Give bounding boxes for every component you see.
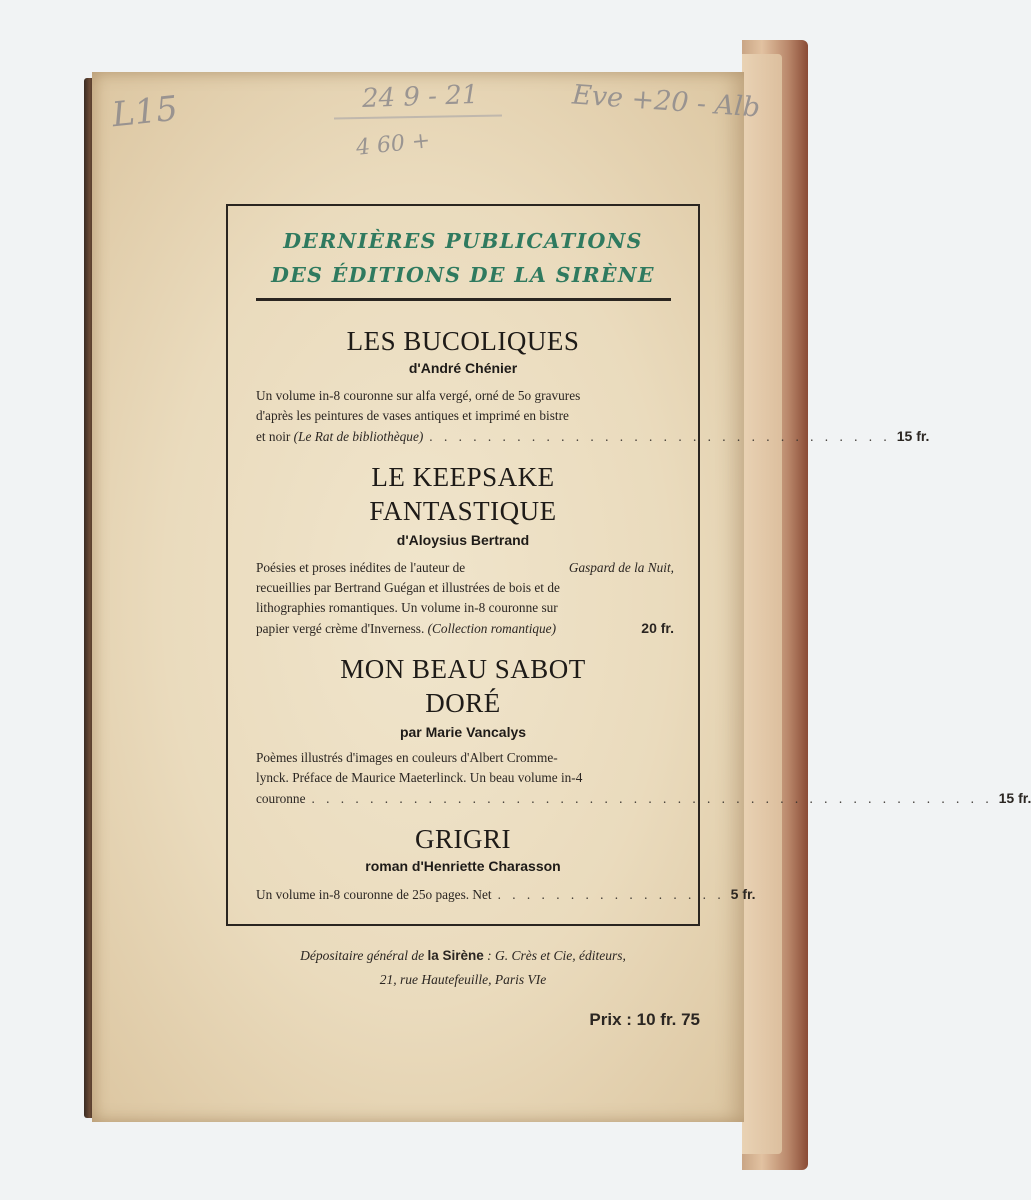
- page-block-edge: [742, 54, 782, 1154]
- desc-line: Poèmes illustrés d'images en couleurs d'Albert Cromme-: [256, 750, 558, 765]
- footer-text: : G. Crès et Cie, éditeurs,: [487, 948, 626, 963]
- book-description: [256, 748, 1031, 809]
- pencil-annotation-code: 4 60 +: [354, 128, 432, 161]
- desc-line: [256, 558, 674, 578]
- book-title: [226, 822, 700, 856]
- desc-text: Un volume in-8 couronne de 25o pages. Net: [256, 887, 492, 902]
- desc-text: couronne: [256, 791, 306, 806]
- book-title-line: FANTASTIQUE: [369, 496, 557, 526]
- book-price: 5 fr.: [730, 886, 756, 902]
- book-author: par Marie Vancalys: [399, 724, 527, 740]
- header-line-1: DERNIÈRES PUBLICATIONS: [283, 229, 643, 253]
- desc-price-line: [256, 618, 674, 639]
- pencil-annotation-right: Eve +20 - Alb: [571, 79, 762, 124]
- book-title: [226, 460, 700, 528]
- book-description: [256, 386, 930, 447]
- book-title: [226, 324, 700, 358]
- collection-name: (Collection romantique): [427, 621, 557, 636]
- desc-text: Poésies et proses inédites de l'auteur de: [256, 560, 466, 575]
- desc-price-line: [256, 884, 756, 905]
- page-header: [226, 224, 700, 292]
- leader-dots: . . . . . . . . . . . . . . . . . . . . . . . . . . . . . . . .: [429, 429, 891, 444]
- leader-dots: . . . . . . . . . . . . . . . . . . . . . . . . . . . . . . . . . . . . . . . . . . . . . . .: [311, 791, 993, 806]
- pencil-annotation-left: L15: [110, 88, 180, 136]
- book-title-line: LE KEEPSAKE: [371, 462, 555, 492]
- desc-text: et noir: [256, 429, 291, 444]
- book-price: 15 fr.: [896, 428, 930, 444]
- book-price: 20 fr.: [641, 620, 674, 636]
- book-title-line: LES BUCOLIQUES: [346, 326, 580, 356]
- desc-line: d'après les peintures de vases antiques et imprimé en bistre: [256, 408, 569, 423]
- desc-text: papier vergé crème d'Inverness.: [256, 621, 425, 636]
- book-price: 15 fr.: [998, 790, 1031, 806]
- publisher-name: la Sirène: [427, 948, 484, 963]
- book-title-line: DORÉ: [425, 688, 501, 718]
- leader-dots: . . . . . . . . . . . . . . . .: [497, 887, 725, 902]
- book-description: [256, 884, 756, 905]
- footer-address: 21, rue Hautefeuille, Paris VIe: [379, 972, 547, 987]
- book-title-line: GRIGRI: [415, 824, 511, 854]
- price-label: Prix : 10 fr. 75: [589, 1010, 700, 1029]
- desc-line: Un volume in-8 couronne sur alfa vergé, orné de 5o gravures: [256, 388, 581, 403]
- work-title: Gaspard de la Nuit,: [568, 560, 674, 575]
- collection-name: (Le Rat de bibliothèque): [293, 429, 424, 444]
- book-title: [226, 652, 700, 720]
- header-divider: [256, 298, 671, 301]
- book-author: d'Aloysius Bertrand: [396, 532, 530, 548]
- desc-line: lithographies romantiques. Un volume in-8 couronne sur: [256, 600, 558, 615]
- header-line-2: DES ÉDITIONS DE LA SIRÈNE: [271, 263, 655, 287]
- distributor-note: [226, 944, 700, 992]
- pencil-annotation-date: 24 9 - 21: [361, 79, 479, 115]
- book-author: roman d'Henriette Charasson: [365, 858, 561, 874]
- desc-line: recueillies par Bertrand Guégan et illustrées de bois et de: [256, 580, 560, 595]
- book-title-line: MON BEAU SABOT: [340, 654, 586, 684]
- desc-price-line: [256, 788, 1031, 809]
- book-author: d'André Chénier: [408, 360, 518, 376]
- footer-text: Dépositaire général de: [300, 948, 425, 963]
- desc-price-line: [256, 426, 930, 447]
- desc-line: lynck. Préface de Maurice Maeterlinck. Un beau volume in-4: [256, 770, 583, 785]
- book-description: [256, 558, 674, 639]
